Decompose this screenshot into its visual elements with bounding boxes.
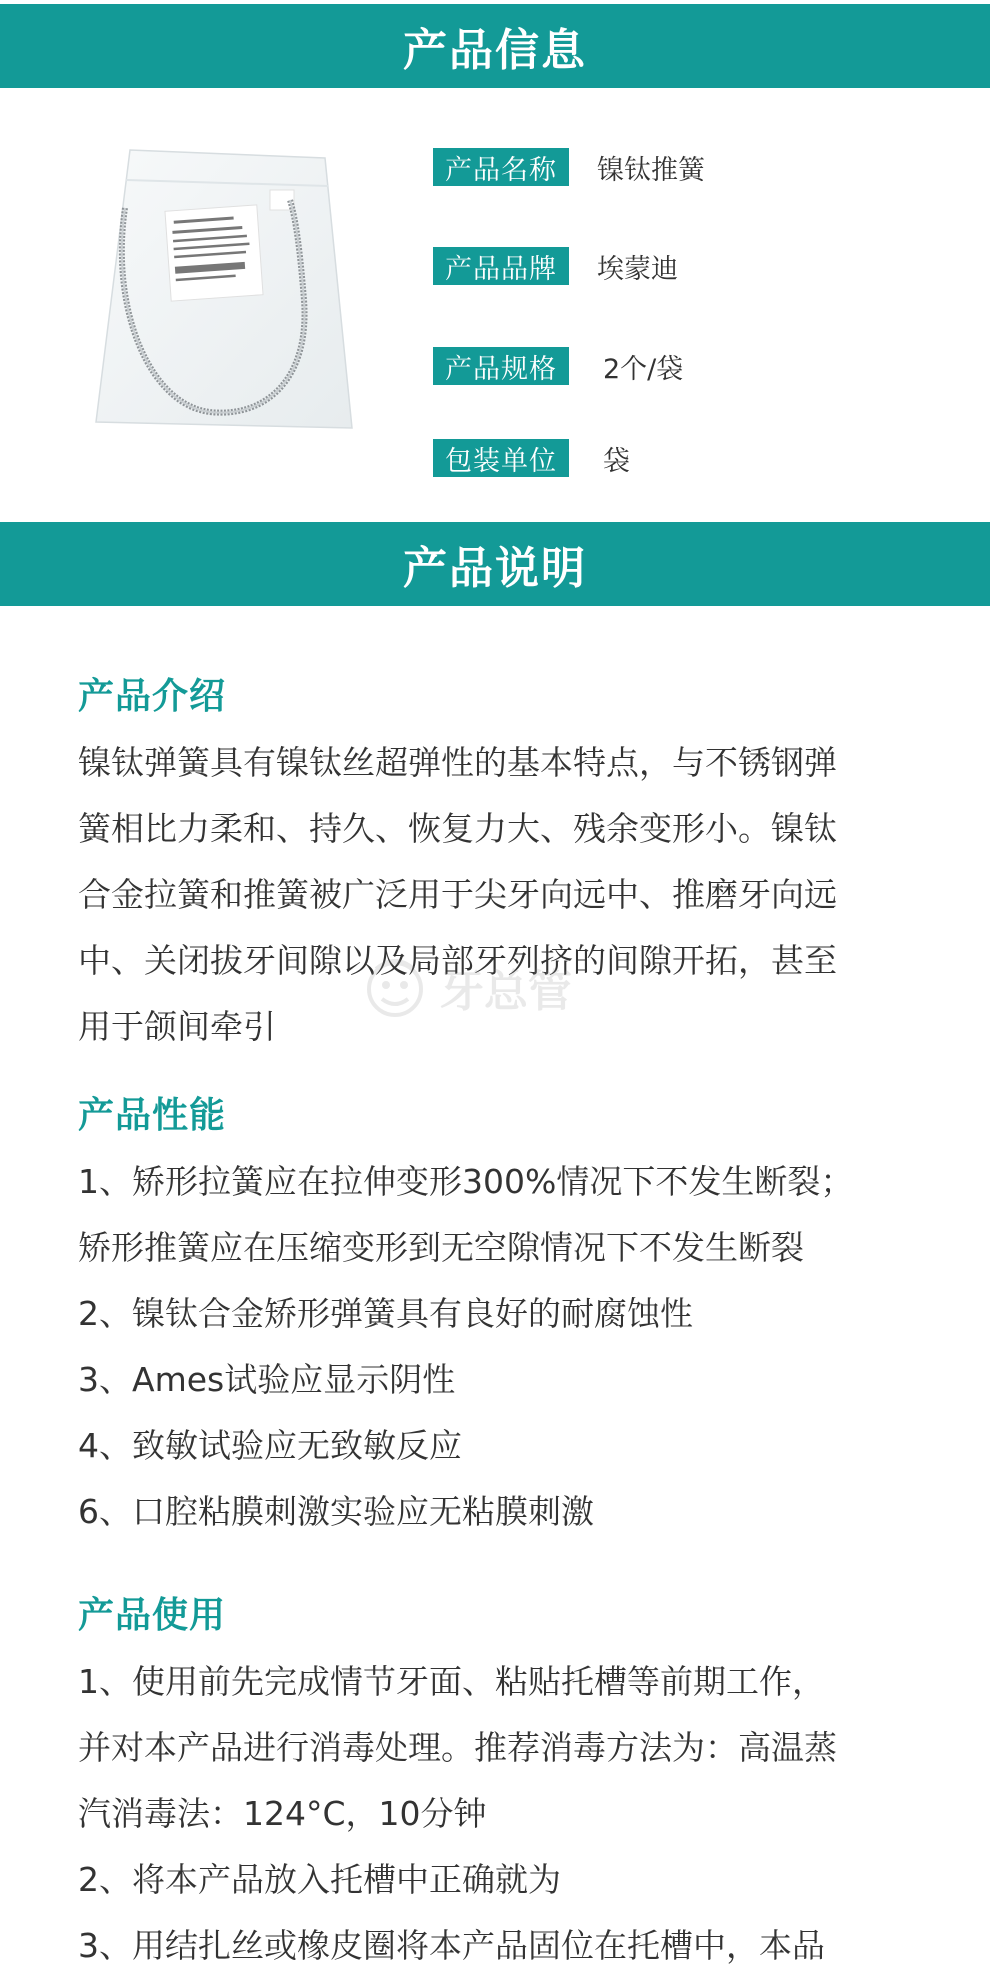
info-value-name: 镍钛推簧 — [597, 154, 705, 186]
usage-line: 并对本产品进行消毒处理。推荐消毒方法为：高温蒸 — [78, 1728, 837, 1767]
info-value-brand: 埃蒙迪 — [597, 253, 678, 285]
performance-text — [78, 1149, 918, 1545]
usage-line: 3、用结扎丝或橡皮圈将本产品固位在托槽中，本品 — [78, 1926, 825, 1965]
info-label-brand: 产品品牌 — [433, 247, 569, 285]
performance-section — [78, 1087, 918, 1138]
intro-section — [78, 668, 918, 719]
intro-line: 中、关闭拔牙间隙以及局部牙列挤的间隙开拓，甚至 — [78, 941, 837, 980]
usage-section — [78, 1587, 918, 1638]
info-row-brand — [433, 246, 678, 286]
product-info-title: 产品信息 — [403, 25, 587, 76]
info-row-unit — [433, 438, 630, 478]
usage-line: 1、使用前先完成情节牙面、粘贴托槽等前期工作， — [78, 1662, 825, 1701]
intro-line: 合金拉簧和推簧被广泛用于尖牙向远中、推磨牙向远 — [78, 875, 837, 914]
intro-line: 镍钛弹簧具有镍钛丝超弹性的基本特点，与不锈钢弹 — [78, 743, 837, 782]
intro-line: 用于颌间牵引 — [78, 1007, 276, 1046]
intro-line: 簧相比力柔和、持久、恢复力大、残余变形小。镍钛 — [78, 809, 837, 848]
performance-line: 3、Ames试验应显示阴性 — [78, 1360, 456, 1399]
info-label-spec: 产品规格 — [433, 347, 569, 385]
performance-line: 矫形推簧应在压缩变形到无空隙情况下不发生断裂 — [78, 1228, 804, 1267]
performance-title: 产品性能 — [78, 1095, 227, 1136]
info-label-name: 产品名称 — [433, 148, 569, 186]
product-desc-title: 产品说明 — [403, 543, 587, 594]
info-row-spec — [433, 346, 683, 386]
info-value-spec: 2个/袋 — [603, 353, 684, 385]
performance-line: 1、矫形拉簧应在拉伸变形300%情况下不发生断裂； — [78, 1162, 854, 1201]
usage-line: 汽消毒法：124°C，10分钟 — [78, 1794, 487, 1833]
intro-text — [78, 730, 918, 1060]
product-info-header — [0, 4, 990, 88]
info-value-unit: 袋 — [603, 445, 630, 477]
usage-line: 2、将本产品放入托槽中正确就为 — [78, 1860, 561, 1899]
usage-text — [78, 1649, 918, 1979]
product-image — [90, 140, 360, 440]
product-desc-header — [0, 522, 990, 606]
intro-title: 产品介绍 — [78, 676, 227, 717]
performance-line: 6、口腔粘膜刺激实验应无粘膜刺激 — [78, 1492, 594, 1531]
usage-title: 产品使用 — [78, 1595, 227, 1636]
performance-line: 4、致敏试验应无致敏反应 — [78, 1426, 462, 1465]
info-label-unit: 包装单位 — [433, 439, 569, 477]
info-row-name — [433, 147, 705, 187]
performance-line: 2、镍钛合金矫形弹簧具有良好的耐腐蚀性 — [78, 1294, 693, 1333]
watermark-text: 牙总管 — [440, 966, 572, 1017]
